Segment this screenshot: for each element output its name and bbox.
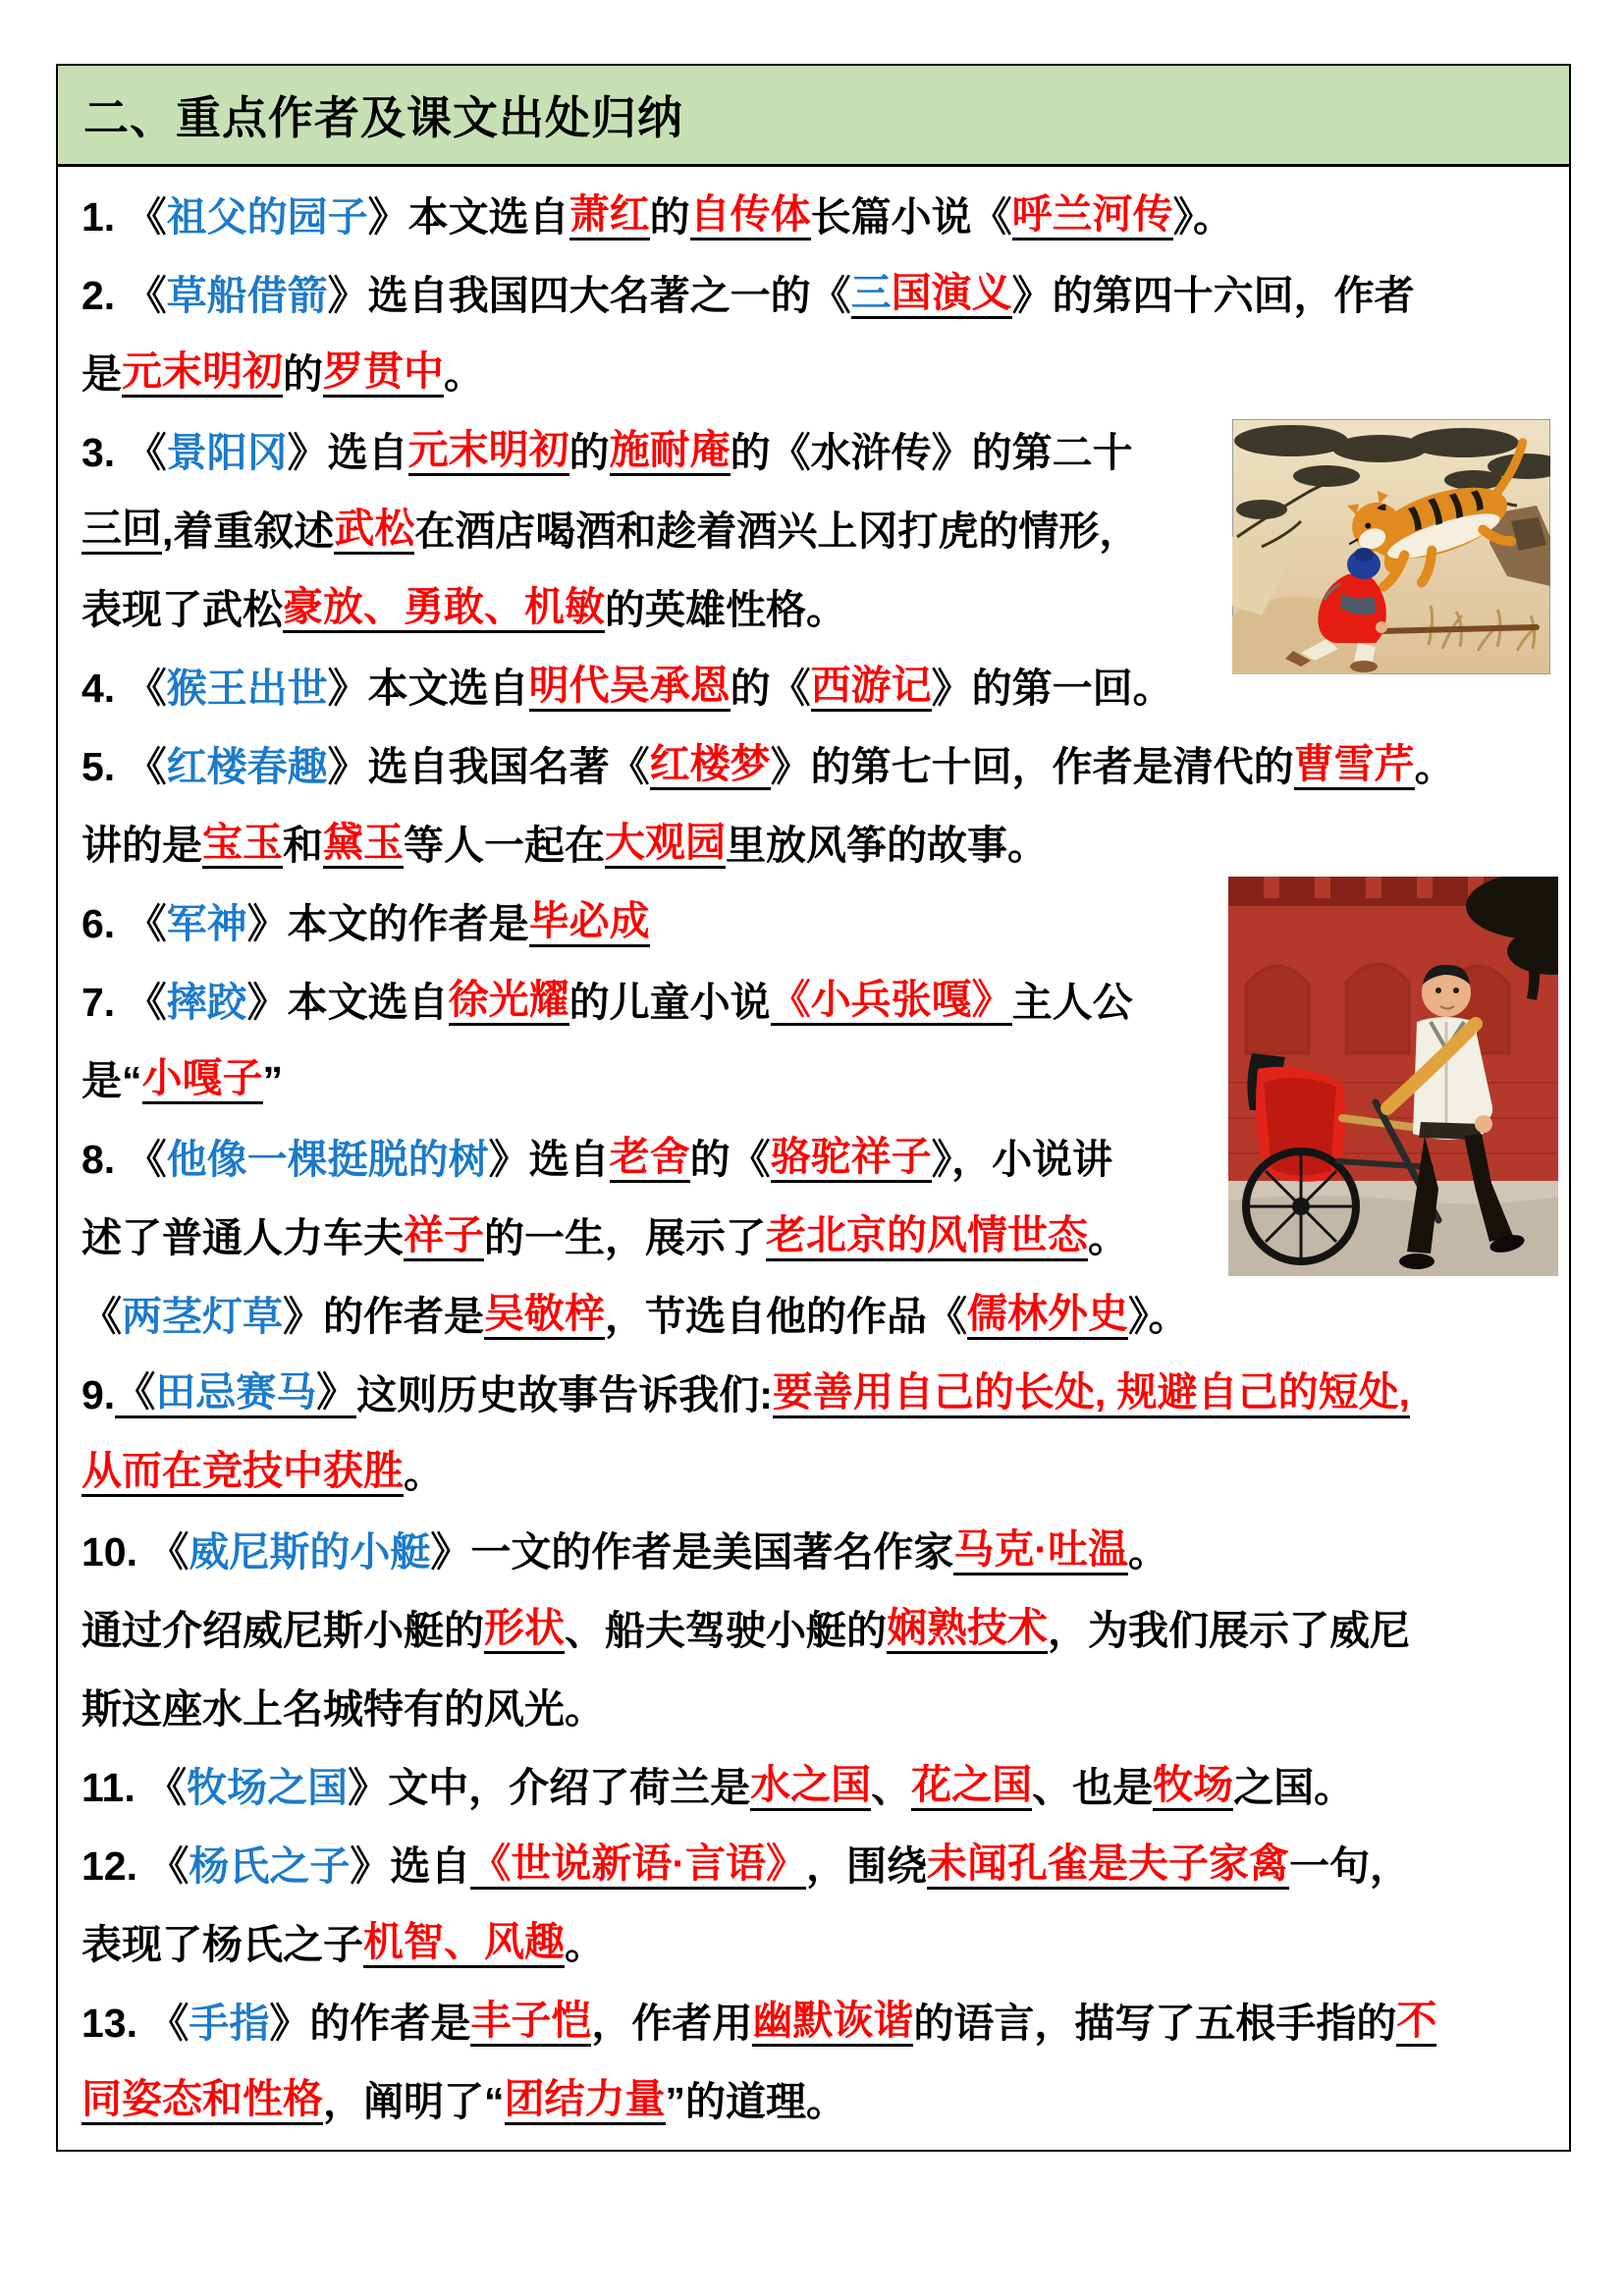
text-segment: 》的第七十回，作者是清代的: [770, 743, 1294, 789]
text-segment: 的: [568, 429, 610, 475]
text-segment: 元末明初: [408, 430, 569, 476]
text-segment: 》选自我国四大名著之一的《: [327, 272, 851, 318]
text-segment: 花之国: [911, 1765, 1032, 1811]
text-segment: 的一生，展示了: [484, 1214, 766, 1260]
text-segment: 祖父的园子: [166, 193, 368, 240]
text-segment: 》选自: [287, 429, 408, 475]
text-segment: 祥子: [404, 1215, 484, 1261]
text-segment: 红楼梦: [650, 744, 771, 790]
section-header: [58, 66, 1569, 167]
text-segment: 》的第四十六回，作者: [1011, 272, 1415, 318]
text-segment: 1. 《: [81, 193, 167, 240]
text-segment: 威尼斯的小艇: [189, 1528, 431, 1575]
text-segment: 幽默诙谐: [752, 2001, 913, 2047]
text-segment: 8. 《: [81, 1136, 167, 1182]
text-segment: 吴敬梓: [484, 1294, 605, 1340]
text-segment: 表现了武松: [81, 586, 283, 632]
text-segment: 的《: [689, 1136, 771, 1182]
text-segment: 12. 《: [81, 1842, 189, 1889]
text-segment: 这则历史故事告诉我们:: [356, 1371, 773, 1417]
text-segment: 草船借箭: [166, 272, 328, 318]
note-line: [81, 2062, 1545, 2141]
text-segment: 6. 《: [81, 900, 167, 946]
text-segment: 的英雄性格。: [605, 586, 846, 632]
text-segment: 3. 《: [81, 429, 167, 475]
text-segment: 三回: [81, 508, 162, 555]
text-segment: 小嘎子: [142, 1058, 263, 1104]
note-line: [81, 727, 1545, 806]
text-segment: 之国。: [1233, 1764, 1355, 1810]
text-segment: 手指: [189, 2000, 270, 2046]
text-segment: 是: [81, 350, 122, 397]
text-segment: 。: [1414, 743, 1455, 789]
text-segment: 三: [851, 273, 892, 319]
text-segment: 里放风筝的故事。: [726, 822, 1048, 868]
text-segment: 》: [316, 1372, 356, 1418]
note-line: [81, 1356, 1545, 1434]
text-segment: 的《水浒传》的第二十: [730, 429, 1133, 475]
note-line: [81, 413, 1545, 492]
text-segment: 一句，: [1289, 1842, 1411, 1889]
note-line: [81, 1513, 1545, 1591]
note-line: [81, 1984, 1545, 2062]
notes-page: [56, 64, 1571, 2152]
text-segment: 毕必成: [529, 901, 650, 947]
text-segment: 等人一起在: [404, 822, 605, 868]
text-segment: 》，小说讲: [931, 1136, 1113, 1182]
note-line: [81, 884, 1545, 963]
notes-list: [58, 170, 1569, 2150]
text-segment: 元末明初: [122, 351, 283, 398]
note-line: [81, 178, 1545, 256]
text-segment: 机智、风趣: [363, 1922, 565, 1968]
text-segment: 是“: [81, 1057, 142, 1103]
text-segment: 呼兰河传: [1012, 194, 1173, 240]
text-segment: 要善用自己的长处, 规避自己的短处,: [773, 1372, 1410, 1418]
note-line: [81, 256, 1545, 335]
text-segment: 两茎灯草: [122, 1293, 283, 1339]
text-segment: 未闻孔雀是夫子家禽: [927, 1843, 1289, 1890]
text-segment: 通过介绍威尼斯小艇的: [81, 1607, 484, 1653]
text-segment: 10. 《: [81, 1528, 189, 1575]
note-line: [81, 1748, 1545, 1827]
text-segment: 马克·吐温: [953, 1529, 1128, 1575]
text-segment: 豪放、勇敢、机敏: [283, 587, 605, 633]
text-segment: 《小兵张嘎》: [771, 980, 1012, 1026]
text-segment: 娴熟技术: [887, 1608, 1048, 1654]
text-segment: 明代吴承恩: [529, 666, 731, 712]
note-line: [81, 1434, 1545, 1513]
text-segment: 5. 《: [81, 743, 167, 789]
text-segment: 牧场之国: [187, 1764, 349, 1810]
text-segment: 》本文选自: [246, 979, 449, 1025]
text-segment: 的: [649, 193, 690, 240]
note-line: [81, 1120, 1545, 1199]
text-segment: 景阳冈: [166, 429, 288, 475]
note-line: [81, 1905, 1545, 1984]
text-segment: ，围绕: [806, 1842, 928, 1889]
text-segment: ,着重叙述: [162, 507, 335, 554]
note-line: [81, 1277, 1545, 1356]
text-segment: 从而在竞技中获胜: [81, 1451, 404, 1497]
text-segment: 团结力量: [505, 2079, 666, 2125]
text-segment: 。: [404, 1450, 444, 1496]
text-segment: 大观园: [605, 823, 726, 869]
text-segment: 》选自我国名著《: [327, 743, 650, 789]
text-segment: 牧场: [1153, 1765, 1233, 1811]
text-segment: 曹雪芹: [1294, 744, 1415, 790]
text-segment: 9.: [81, 1371, 116, 1417]
text-segment: ，节选自他的作品《: [605, 1293, 967, 1339]
note-line: [81, 963, 1545, 1041]
text-segment: 《世说新语·言语》: [470, 1843, 806, 1890]
text-segment: 。: [1088, 1214, 1128, 1260]
text-segment: 。: [565, 1921, 605, 1967]
text-segment: 13. 《: [81, 2000, 189, 2046]
text-segment: 武松: [334, 508, 414, 555]
text-segment: 老舍: [610, 1137, 690, 1183]
text-segment: 丰子恺: [470, 2001, 591, 2047]
text-segment: 讲的是: [81, 822, 202, 868]
text-segment: 》的第一回。: [931, 665, 1173, 711]
note-line: [81, 1670, 1545, 1748]
text-segment: ”: [262, 1057, 283, 1103]
text-segment: 骆驼祥子: [771, 1137, 932, 1183]
text-segment: 主人公: [1011, 979, 1133, 1025]
text-segment: 》本文的作者是: [246, 900, 529, 946]
text-segment: 黛玉: [323, 823, 404, 869]
text-segment: 、船夫驾驶小艇的: [565, 1607, 887, 1653]
text-segment: 国演义: [892, 273, 1012, 319]
text-segment: 水之国: [750, 1765, 871, 1811]
text-segment: 施耐庵: [610, 430, 731, 476]
text-segment: 在酒店喝酒和趁着酒兴上冈打虎的情形，: [414, 507, 1140, 554]
text-segment: 4. 《: [81, 665, 167, 711]
text-segment: 摔跤: [166, 979, 247, 1025]
section-title: 二、重点作者及课文出处归纳: [83, 92, 683, 143]
text-segment: 》。: [1172, 193, 1234, 240]
text-segment: 》选自: [350, 1842, 471, 1889]
text-segment: 同姿态和性格: [81, 2079, 323, 2125]
text-segment: 他像一棵挺脱的树: [166, 1136, 489, 1182]
text-segment: 《: [115, 1372, 155, 1418]
note-line: [81, 1199, 1545, 1277]
note-line: [81, 1591, 1545, 1670]
text-segment: 田忌赛马: [155, 1372, 316, 1418]
text-segment: 、: [871, 1764, 912, 1810]
text-segment: 萧红: [569, 194, 650, 240]
text-segment: 军神: [166, 900, 247, 946]
text-segment: ，阐明了“: [323, 2078, 505, 2124]
text-segment: ，为我们展示了威尼: [1048, 1607, 1410, 1653]
note-line: [81, 1041, 1545, 1120]
text-segment: 》选自: [488, 1136, 610, 1182]
text-segment: 。: [1128, 1528, 1169, 1575]
text-segment: ”的道理。: [665, 2078, 846, 2124]
text-segment: 《: [81, 1293, 122, 1339]
text-segment: 述了普通人力车夫: [81, 1214, 404, 1260]
note-line: [81, 1827, 1545, 1905]
text-segment: 表现了杨氏之子: [81, 1921, 363, 1967]
text-segment: 猴王出世: [166, 665, 328, 711]
note-line: [81, 806, 1545, 884]
text-segment: 西游记: [811, 666, 932, 712]
text-segment: 杨氏之子: [189, 1842, 351, 1889]
text-segment: 的《: [730, 665, 811, 711]
text-segment: 的: [283, 350, 323, 397]
text-segment: 斯这座水上名城特有的风光。: [81, 1685, 605, 1732]
text-segment: 不: [1396, 2001, 1436, 2047]
text-segment: 罗贯中: [323, 351, 444, 398]
text-segment: 儒林外史: [967, 1294, 1128, 1340]
text-segment: 11. 《: [81, 1764, 188, 1810]
text-segment: 老北京的风情世态: [766, 1215, 1088, 1261]
text-segment: 》。: [1128, 1293, 1189, 1339]
text-segment: 形状: [484, 1608, 565, 1654]
text-segment: 的语言，描写了五根手指的: [913, 2000, 1397, 2046]
text-segment: 长篇小说《: [810, 193, 1012, 240]
note-line: [81, 649, 1545, 727]
text-segment: 》一文的作者是美国著名作家: [430, 1528, 954, 1575]
text-segment: 。: [444, 350, 484, 397]
text-segment: 宝玉: [202, 823, 283, 869]
text-segment: ，作者用: [591, 2000, 753, 2046]
text-segment: 2. 《: [81, 272, 167, 318]
text-segment: 》本文选自: [367, 193, 569, 240]
text-segment: 》本文选自: [327, 665, 529, 711]
text-segment: 》的作者是: [283, 1293, 484, 1339]
note-line: [81, 335, 1545, 413]
text-segment: 7. 《: [81, 979, 167, 1025]
text-segment: 自传体: [690, 194, 811, 240]
note-line: [81, 570, 1545, 649]
note-line: [81, 492, 1545, 570]
text-segment: 的儿童小说: [568, 979, 771, 1025]
text-segment: 、也是: [1032, 1764, 1154, 1810]
text-segment: 》的作者是: [269, 2000, 471, 2046]
text-segment: 徐光耀: [449, 980, 569, 1026]
text-segment: 》文中，介绍了荷兰是: [348, 1764, 751, 1810]
text-segment: 和: [283, 822, 323, 868]
text-segment: 红楼春趣: [166, 743, 328, 789]
